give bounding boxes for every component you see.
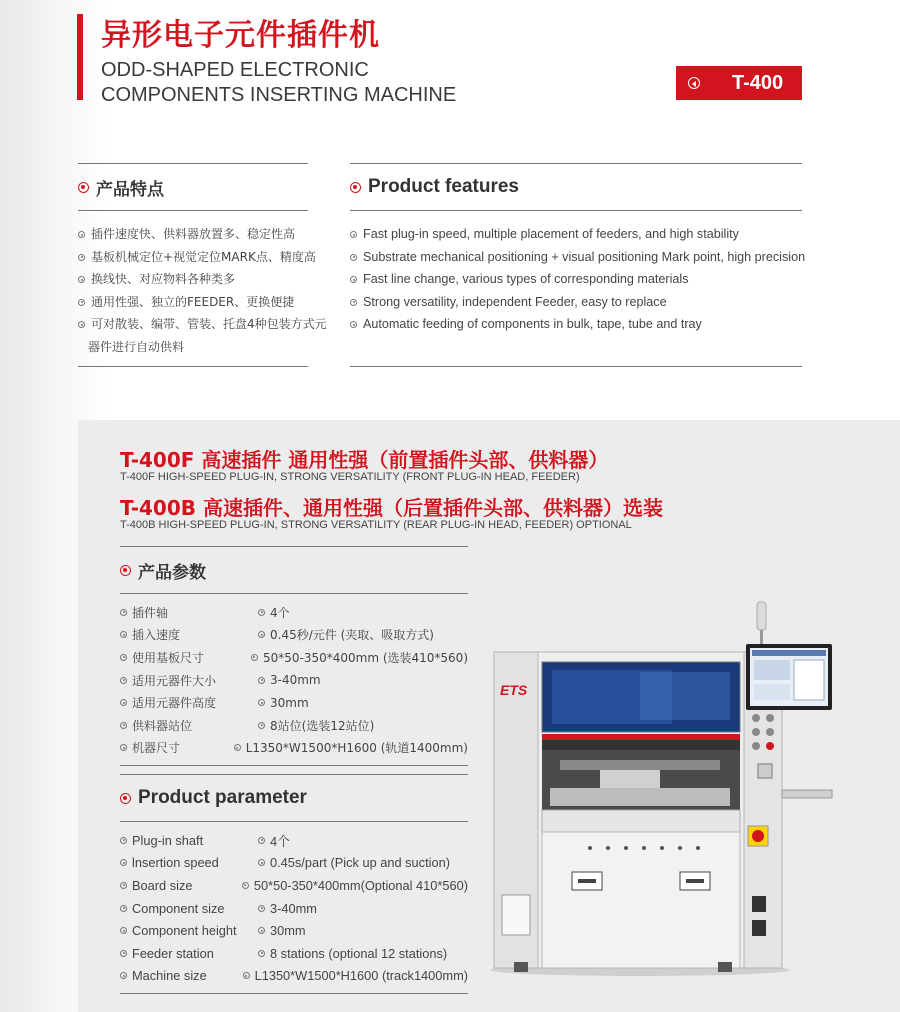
table-row: 插入速度 0.45秒/元件 (夹取、吸取方式) xyxy=(120,624,468,647)
features-en-heading xyxy=(350,163,802,211)
params-en-title: Product parameter xyxy=(138,787,307,808)
table-row: 机器尺寸 L1350*W1500*H1600 (轨道1400mm) xyxy=(120,737,468,760)
table-row: Plug-in shaft 4个 xyxy=(120,829,468,852)
bullet-dot-icon xyxy=(120,927,127,934)
model-badge[interactable] xyxy=(676,66,802,100)
variant-f-title-cn: T-400F 高速插件 通用性强（前置插件头部、供料器） xyxy=(120,448,609,472)
page-title-cn: 异形电子元件插件机 xyxy=(101,18,380,53)
model-badge-label: T-400 xyxy=(732,71,784,94)
bullet-dot-icon xyxy=(258,927,265,934)
table-row: Feeder station 8 stations (optional 12 stations) xyxy=(120,942,468,965)
bullet-dot-icon xyxy=(234,744,241,751)
bullet-dot-icon xyxy=(120,699,127,706)
bullet-dot-icon xyxy=(258,677,265,684)
params-cn-table xyxy=(120,601,468,759)
bullet-dot-icon xyxy=(78,321,85,328)
table-row: lnsertion speed 0.45s/part (Pick up and suction) xyxy=(120,852,468,875)
variant-b-title-en: T-400B HIGH-SPEED PLUG-IN, STRONG VERSATILITY (REAR PLUG-IN HEAD, FEEDER) OPTIONAL xyxy=(120,519,632,531)
list-item-continuation: 器件进行自动供料 xyxy=(88,339,185,354)
bullet-dot-icon xyxy=(258,699,265,706)
bullet-dot-icon xyxy=(78,231,85,238)
bullet-dot-icon xyxy=(243,972,250,979)
bullet-dot-icon xyxy=(120,722,127,729)
features-cn-title: 产品特点 xyxy=(96,179,164,200)
list-item: Fast plug-in speed, multiple placement of feeders, and high stability xyxy=(350,223,805,246)
table-row: 使用基板尺寸 50*50-350*400mm (选装410*560) xyxy=(120,646,468,669)
table-row: 适用元器件大小 3-40mm xyxy=(120,669,468,692)
bullet-dot-icon xyxy=(78,254,85,261)
table-row: Board size 50*50-350*400mm(Optional 410*560) xyxy=(120,874,468,897)
bullseye-icon xyxy=(78,182,89,193)
machine-logo: ETS xyxy=(500,682,528,698)
bullseye-icon xyxy=(120,565,131,576)
params-cn-heading xyxy=(120,546,468,594)
bullet-dot-icon xyxy=(350,231,357,238)
list-item: Strong versatility, independent Feeder, easy to replace xyxy=(350,291,805,314)
table-row: Component height 30mm xyxy=(120,919,468,942)
bullet-dot-icon xyxy=(120,837,127,844)
features-en-title: Product features xyxy=(368,176,519,197)
table-row: 插件轴 4个 xyxy=(120,601,468,624)
bullet-dot-icon xyxy=(120,859,127,866)
bullet-dot-icon xyxy=(258,950,265,957)
variant-f-title-en: T-400F HIGH-SPEED PLUG-IN, STRONG VERSATILITY (FRONT PLUG-IN HEAD, FEEDER) xyxy=(120,471,580,483)
bullet-dot-icon xyxy=(120,654,127,661)
play-left-icon xyxy=(688,77,700,89)
list-item: 可对散装、编带、管装、托盘4种包装方式元 xyxy=(78,313,327,336)
list-item: 换线快、对应物料各种类多 xyxy=(78,268,327,291)
table-row: Component size 3-40mm xyxy=(120,897,468,920)
divider xyxy=(78,366,308,367)
bullet-dot-icon xyxy=(120,950,127,957)
bullet-dot-icon xyxy=(258,859,265,866)
bullet-dot-icon xyxy=(78,299,85,306)
list-item: Automatic feeding of components in bulk, tape, tube and tray xyxy=(350,313,805,336)
divider xyxy=(120,993,468,994)
list-item: 基板机械定位+视觉定位MARK点、精度高 xyxy=(78,246,327,269)
bullet-dot-icon xyxy=(258,837,265,844)
bullet-dot-icon xyxy=(258,631,265,638)
bullet-dot-icon xyxy=(258,609,265,616)
list-item: 通用性强、独立的FEEDER、更换便捷 xyxy=(78,291,327,314)
bullet-dot-icon xyxy=(120,905,127,912)
bullet-dot-icon xyxy=(258,722,265,729)
features-en-list xyxy=(350,223,805,336)
list-item: 插件速度快、供料器放置多、稳定性高 xyxy=(78,223,327,246)
params-en-table xyxy=(120,829,468,987)
bullet-dot-icon xyxy=(350,276,357,283)
bullet-dot-icon xyxy=(120,609,127,616)
title-accent-bar xyxy=(77,14,83,100)
divider xyxy=(350,366,802,367)
page-title-en-line2: COMPONENTS INSERTING MACHINE xyxy=(101,84,457,106)
bullet-dot-icon xyxy=(242,882,249,889)
params-en-heading xyxy=(120,774,468,822)
variant-b-title-cn: T-400B 高速插件、通用性强（后置插件头部、供料器）选装 xyxy=(120,496,663,520)
bullet-dot-icon xyxy=(350,299,357,306)
bullet-dot-icon xyxy=(120,677,127,684)
params-cn-title: 产品参数 xyxy=(138,562,206,583)
bullet-dot-icon xyxy=(120,882,127,889)
bullet-dot-icon xyxy=(258,905,265,912)
bullet-dot-icon xyxy=(251,654,258,661)
bullet-dot-icon xyxy=(78,276,85,283)
list-item: Fast line change, various types of corresponding materials xyxy=(350,268,805,291)
page-title-en-line1: ODD-SHAPED ELECTRONIC xyxy=(101,59,369,81)
bullet-dot-icon xyxy=(350,254,357,261)
page-title-en xyxy=(101,58,456,108)
bullseye-icon xyxy=(350,182,361,193)
bullet-dot-icon xyxy=(350,321,357,328)
machine-illustration xyxy=(490,600,835,978)
bullet-dot-icon xyxy=(120,744,127,751)
table-row: 供料器站位 8站位(选装12站位) xyxy=(120,714,468,737)
divider xyxy=(120,765,468,766)
list-item: Substrate mechanical positioning + visual positioning Mark point, high precision xyxy=(350,246,805,269)
bullet-dot-icon xyxy=(120,631,127,638)
bullet-dot-icon xyxy=(120,972,127,979)
features-cn-heading xyxy=(78,163,308,211)
table-row: Machine size L1350*W1500*H1600 (track1400mm) xyxy=(120,965,468,988)
table-row: 适用元器件高度 30mm xyxy=(120,691,468,714)
features-cn-list xyxy=(78,223,327,358)
bullseye-icon xyxy=(120,793,131,804)
